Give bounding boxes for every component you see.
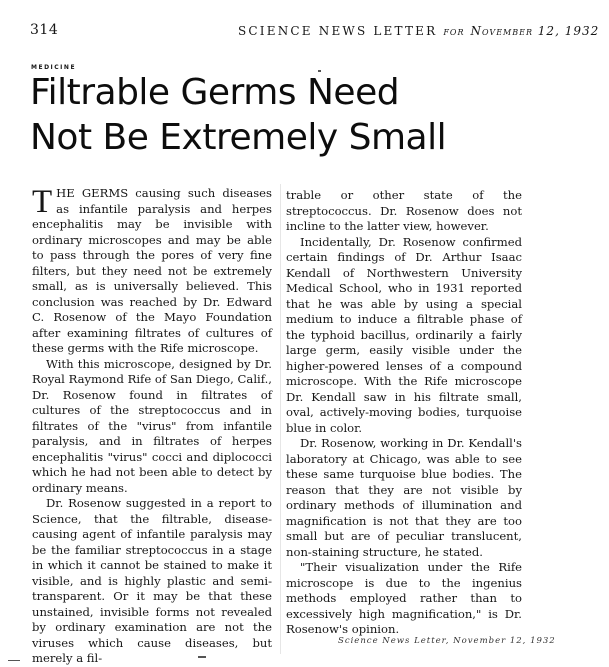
page-number: 314: [30, 22, 59, 38]
scan-speck: [198, 656, 206, 658]
running-head: [238, 24, 600, 38]
running-head-for: for: [443, 24, 465, 38]
headline-line-1: Filtrable Germs Need: [30, 72, 400, 113]
right-column: [286, 188, 522, 638]
paragraph: With this microscope, designed by Dr. Royal Raymond Rife of San Diego, Calif., Dr. Rosenow found in filtrates of cultures of the streptococcus and in filtrates of the "virus" from infantile paralysis, and in filtrates of herpes encephalitis "virus" cocci and diplococci which he had not been able to detect by ordinary means.: [32, 356, 272, 495]
paragraph: Dr. Rosenow suggested in a report to Science, that the filtrable, disease-causing agent of infantile paralysis may be the familiar streptococcus in a stage in which it cannot be stained to make it visible, and is highly plastic and semi-transparent. Or it may be that these unstained, invisible forms not revealed by ordinary examination are not the viruses which cause diseases, but merely a fil-: [32, 496, 272, 665]
paragraph: trable or other state of the streptococcus. Dr. Rosenow does not incline to the latter view, however.: [286, 188, 522, 233]
left-column: [32, 186, 272, 667]
publication-name: SCIENCE NEWS LETTER: [238, 24, 438, 38]
column-divider: [280, 184, 281, 654]
scan-speck: [318, 70, 321, 72]
headline: [30, 70, 590, 160]
paragraph-text: HE GERMS causing such diseases as infantile paralysis and herpes encephalitis may be invisible with ordinary microscopes and may be able to pass through the pores of very fine filters, but they need not be extremely small, as is universally believed. This conclusion was reached by Dr. Edward C. Rosenow of the Mayo Foundation after examining filtrates of cultures of these germs with the Rife microscope.: [32, 186, 272, 355]
scan-speck: [8, 660, 20, 661]
drop-cap: T: [32, 184, 53, 220]
paragraph: Incidentally, Dr. Rosenow confirmed certain findings of Dr. Arthur Isaac Kendall of Northwestern University Medical School, who in 1931 reported that he was able by using a special medium to induce a filtrable phase of the typhoid bacillus, ordinarily a fairly large germ, easily visible under the higher-powered lenses of a compound microscope. With the Rife microscope Dr. Kendall saw in his filtrate small, oval, actively-moving bodies, turquoise blue in color.: [286, 234, 522, 435]
paragraph: "Their visualization under the Rife microscope is due to the ingenius methods employed rather than to excessively high magnification," is Dr. Rosenow's opinion.: [286, 560, 522, 636]
paragraph: [32, 186, 272, 357]
footer-credit: Science News Letter, November 12, 1932: [338, 636, 556, 646]
headline-line-2: Not Be Extremely Small: [30, 117, 447, 158]
paragraph: Dr. Rosenow, working in Dr. Kendall's laboratory at Chicago, was able to see these same turquoise blue bodies. The reason that they are not visible by ordinary methods of illumination and magnification is not that they are too small but are of peculiar translucent, non-staining structure, he stated.: [286, 436, 522, 559]
section-label: MEDICINE: [31, 64, 77, 71]
issue-date: November 12, 1932: [470, 24, 600, 38]
